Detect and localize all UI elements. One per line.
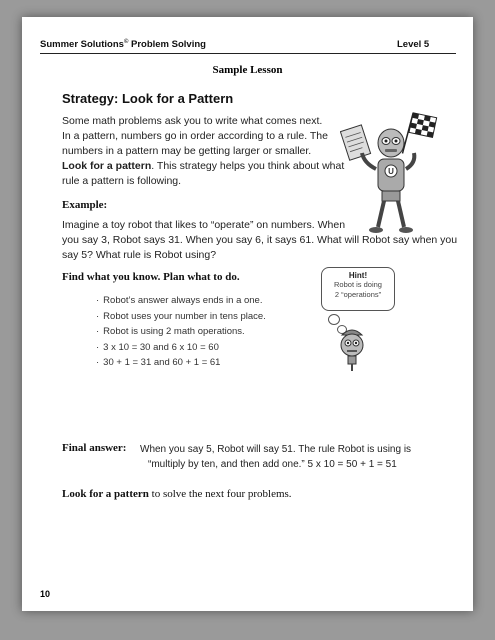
header-rule <box>40 53 456 54</box>
example-paragraph: Imagine a toy robot that likes to “operate” on numbers. When you say 3, Robot says 31. When you say 6, it says 61. What will Robot say when you say 5? What rule is Robot using? <box>62 219 458 261</box>
final-answer-label: Final answer: <box>62 442 127 454</box>
final-answer-text: When you say 5, Robot will say 51. The rule Robot is using is “multiply by ten, and then add one.” 5 x 10 = 50 + 1 = 51 <box>140 444 412 470</box>
hint-line: Robot is doing <box>334 280 382 289</box>
bullet-item: · Robot’s answer always ends in a one. <box>96 293 266 309</box>
hint-title: Hint! <box>348 271 368 280</box>
svg-text:U: U <box>388 167 394 176</box>
small-robot-icon <box>332 323 372 373</box>
bullet-item: · 3 x 10 = 30 and 6 x 10 = 60 <box>96 340 266 356</box>
bullet-item: · Robot is using 2 math operations. <box>96 324 266 340</box>
hint-bubble <box>321 267 395 311</box>
closing-instruction: Look for a pattern to solve the next four problems. <box>62 488 292 500</box>
bullet-item: · 30 + 1 = 31 and 60 + 1 = 61 <box>96 355 266 371</box>
hint-line: 2 “operations” <box>334 290 382 299</box>
strategy-heading: Strategy: Look for a Pattern <box>62 91 234 106</box>
lesson-title: Sample Lesson <box>212 64 283 76</box>
bullet-item: · Robot uses your number in tens place. <box>96 309 266 325</box>
header-level: Level 5 <box>397 39 430 50</box>
worksheet-page <box>22 17 473 611</box>
header-series-title: Summer Solutions© Problem Solving <box>40 39 206 51</box>
page-number: 10 <box>40 589 51 599</box>
intro-paragraph: Some math problems ask you to write what comes next. In a pattern, numbers go in order according to a rule. The numbers in a pattern may be getting larger or smaller. Look for a pattern. This strategy helps you think about what rule a pattern is following. <box>62 115 345 187</box>
bullet-list <box>96 293 266 371</box>
example-heading: Example: <box>62 199 108 211</box>
find-heading: Find what you know. Plan what to do. <box>62 271 240 283</box>
